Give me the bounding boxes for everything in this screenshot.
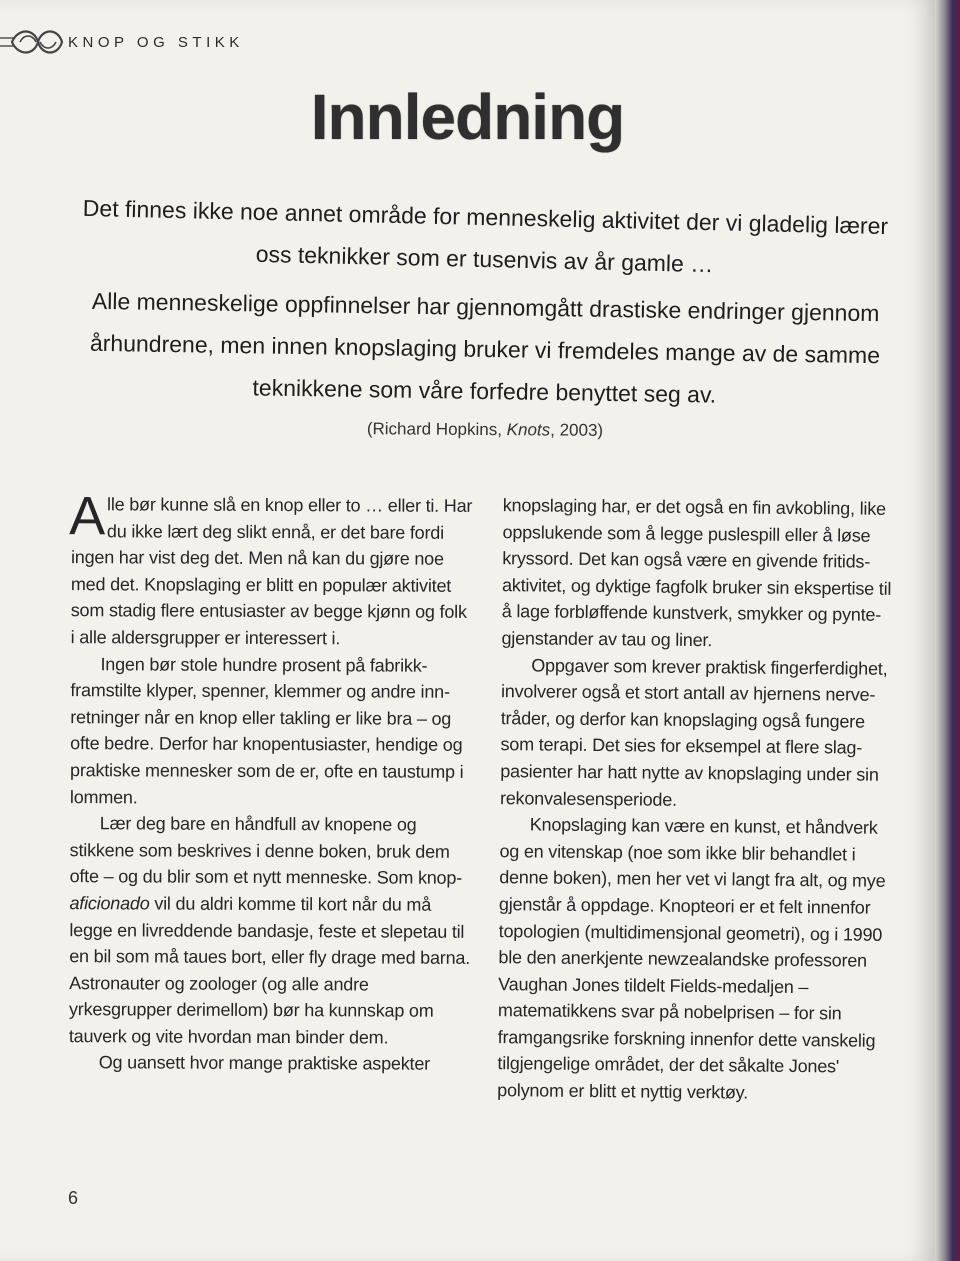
text-column-left	[68, 486, 474, 1078]
paragraph-1-text: lle bør kunne slå en knop eller to … eller ti. Har du ikke lært deg slikt ennå, er det bare fordi ingen har vist deg det. Men nå kan du gjøre noe med det. Knopslaging er blitt en populær aktivitet som stadig flere entusiaster av begge kjønn og folk i alle aldersgrupper er interessert i.	[70, 494, 473, 649]
paragraph-3-text-b: vil du aldri komme til kort når du må legge en livreddende bandasje, feste et slepetau til en bil som må taues bort, eller fly drage med barna. Astronauter og zoologer (og alle andre yrkesgrupper derimellom) bør ha kunnskap om tauverk og vite hvordan man binder dem.	[68, 893, 471, 1048]
drop-cap: A	[69, 486, 106, 547]
text-column-right	[497, 492, 895, 1107]
page-header	[0, 22, 244, 62]
page-title: Innledning	[310, 81, 625, 153]
epigraph-part-2: Alle menneskelige oppfinnelser har gjennomgått drastiske endringer gjennom århundrene, men innen knopslaging bruker vi fremdeles mange av de samme teknikkene som våre forfedre benyttet seg av.	[89, 287, 881, 408]
running-head: KNOP OG STIKK	[68, 33, 244, 51]
page-number: 6	[68, 1188, 79, 1208]
epigraph-quote	[70, 196, 900, 440]
epigraph-attribution	[70, 417, 900, 443]
paragraph-3-text-a: Lær deg bare en håndfull av knopene og stikkene som beskrives i denne boken, bruk dem ofte – og du blir som et nytt menneske. Som knop-	[69, 813, 463, 889]
paragraph-6: Oppgaver som krever praktisk fingerferdighet, involverer også et stort antall av hjernens nervetråder, og derfor kan knopslaging også fungere som terapi. Det sies for eksempel at flere slagpasienter har hatt nytte av knopslaging under sin rekonvalesensperiode.	[499, 654, 888, 810]
attribution-book-title: Knots	[506, 420, 551, 440]
paragraph-1	[69, 486, 474, 652]
epigraph-part-1: Det finnes ikke noe annet område for menneskelig aktivitet der vi gladelig lærer oss teknikker som er tusenvis av år gamle …	[82, 194, 889, 278]
paragraph-7: Knopslaging kan være en kunst, et håndverk og en vitenskap (noe som ikke blir behandlet i denne boken), men her vet vi langt fra alt, og mye gjenstår å oppdage. Knopteori er et felt innenfor topologien (multidimensjonal geometri), og i 1990 ble den anerkjente newzealandske professoren Vaughan Jones tildelt Fields-medaljen – matematikkens svar på nobelprisen – for sin framgangsrike forskning innenfor dette vanskelig tilgjengelige området, der det såkalte Jones' polynom er blitt et nyttig verktøy.	[497, 814, 886, 1103]
attribution-close: , 2003)	[550, 420, 604, 440]
book-spine-edge	[935, 0, 960, 1261]
paragraph-2: Ingen bør stole hundre prosent på fabrikkframstilte klyper, spenner, klemmer og andre innretninger når en knop eller takling er like bra – og ofte bedre. Derfor har knopentusiaster, hendige og praktiske mennesker som de er, ofte en taustump i lommen.	[69, 653, 464, 807]
paragraph-5: knopslaging har, er det også en fin avkobling, like oppslukende som å legge puslespill eller å løse kryssord. Det kan også være en givende fritidsaktivitet, og dyktige fagfolk bruker sin ekspertise til å lage forbløffende kunstverk, smykker og pyntegjenstander av tau og liner.	[501, 495, 892, 651]
attribution-open: (Richard Hopkins,	[366, 419, 507, 440]
knot-icon	[0, 22, 66, 62]
paragraph-3	[69, 810, 472, 1051]
paragraph-3-italic: aficionado	[69, 893, 150, 914]
paragraph-4: Og uansett hvor mange praktiske aspekter	[98, 1052, 431, 1075]
